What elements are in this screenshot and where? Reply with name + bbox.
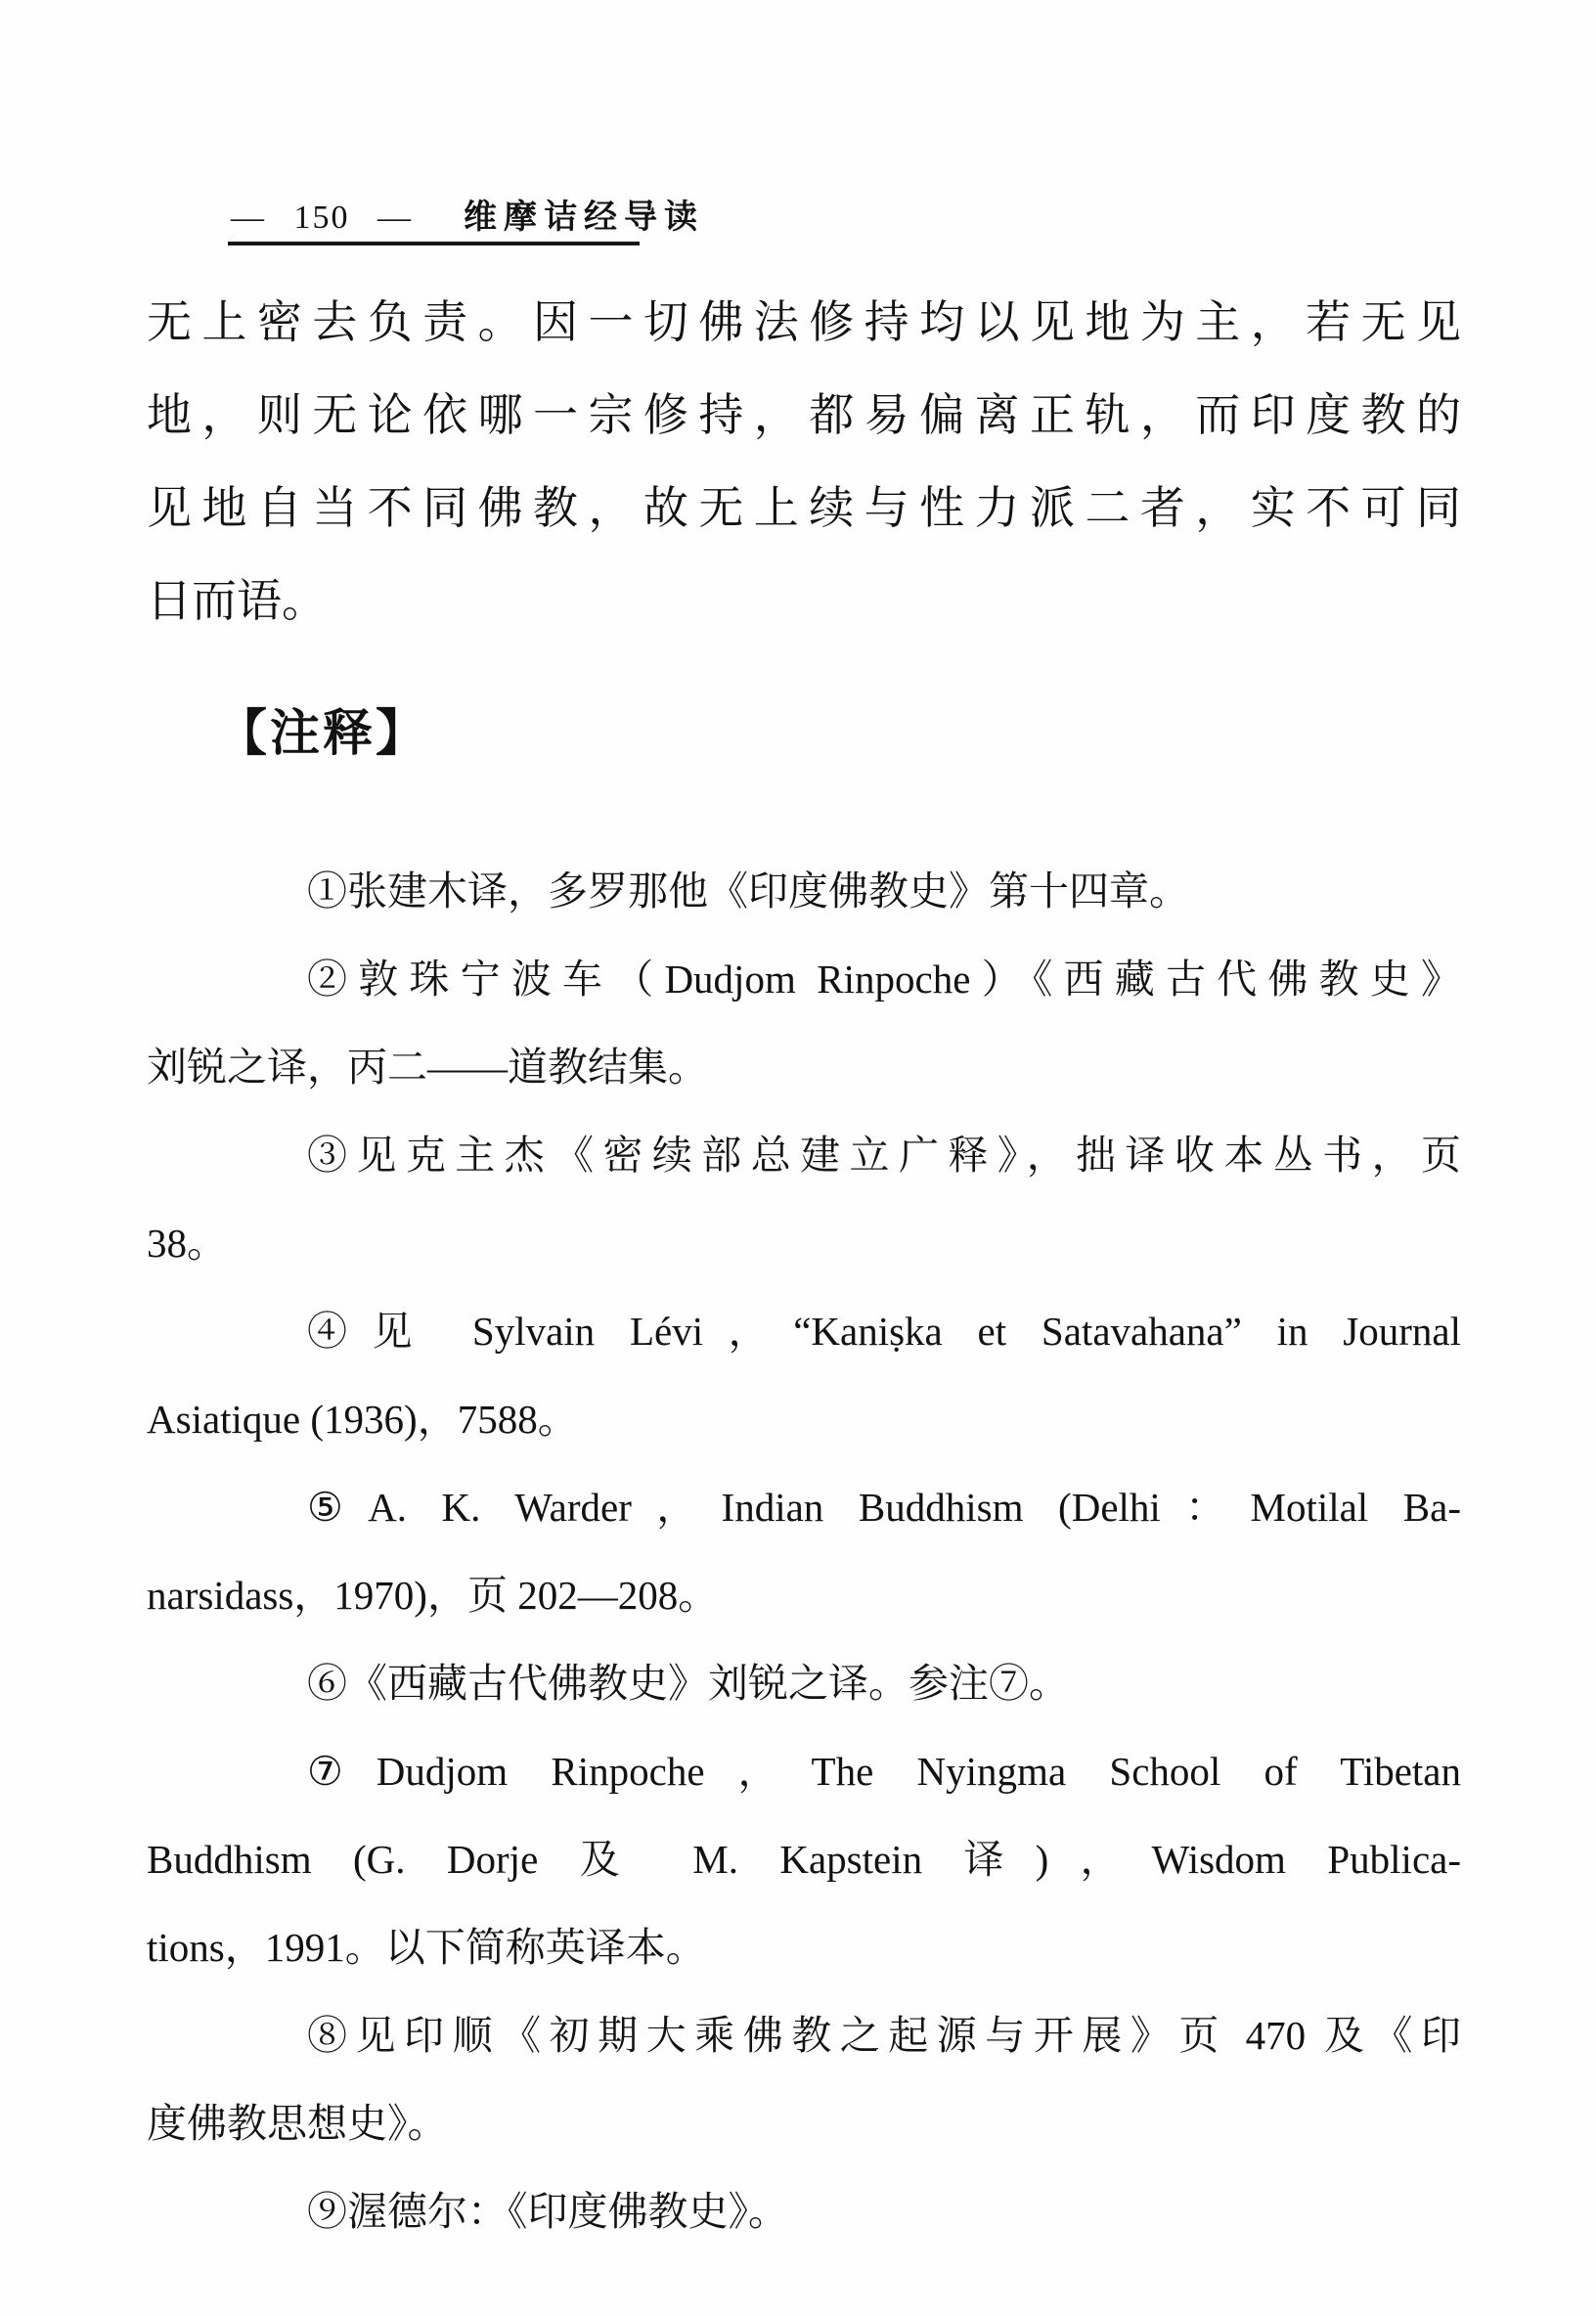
- note-line-8b: 度佛教思想史》。: [147, 2101, 448, 2146]
- body-paragraph: [147, 276, 1461, 647]
- note-line-2b: 刘锐之译，丙二——道教结集。: [147, 1045, 708, 1090]
- body-line: 无上密去负责。因一切佛法修持均以见地为主，若无见: [147, 297, 1461, 347]
- page-number: — 150 —: [231, 200, 413, 236]
- note-line-3b: 38。: [147, 1221, 227, 1266]
- header-rule: [228, 242, 640, 245]
- note-line-6: ⑥《西藏古代佛教史》刘锐之译。参注⑦。: [307, 1661, 1069, 1706]
- body-line: 地，则无论依哪一宗修持，都易偏离正轨，而印度教的: [147, 390, 1461, 440]
- note-line-8a: ⑧见印顺《初期大乘佛教之起源与开展》页 470 及《印: [307, 2013, 1461, 2058]
- note-line-2a: ②敦珠宁波车（Dudjom Rinpoche）《西藏古代佛教史》: [307, 957, 1461, 1002]
- note-line-5a: ⑤A. K. Warder，Indian Buddhism (Delhi：Motilal Ba-: [307, 1485, 1461, 1530]
- body-line: 日而语。: [147, 576, 327, 626]
- note-line-5b: narsidass，1970)，页 202—208。: [147, 1573, 719, 1618]
- note-line-7a: ⑦Dudjom Rinpoche，The Nyingma School of Tibetan: [307, 1749, 1461, 1794]
- notes-list: [147, 847, 1461, 2255]
- note-line-1: ①张建木译，多罗那他《印度佛教史》第十四章。: [307, 868, 1189, 913]
- note-line-9: ⑨渥德尔：《印度佛教史》。: [307, 2189, 788, 2234]
- notes-section-title: 【注释】: [217, 707, 429, 762]
- note-line-4a: ④见 Sylvain Lévi，“Kaniṣka et Satavahana” in Journal: [307, 1309, 1461, 1354]
- running-title: 维摩诘经导读: [464, 200, 704, 236]
- body-line: 见地自当不同佛教，故无上续与性力派二者，实不可同: [147, 483, 1461, 533]
- note-line-7c: tions，1991。以下简称英译本。: [147, 1925, 706, 1970]
- page-header: [231, 190, 704, 238]
- note-line-3a: ③见克主杰《密续部总建立广释》，拙译收本丛书，页: [307, 1133, 1461, 1178]
- note-line-7b: Buddhism (G. Dorje 及 M. Kapstein 译)，Wisdom Publica-: [147, 1837, 1461, 1882]
- note-line-4b: Asiatique (1936)，7588。: [147, 1397, 578, 1442]
